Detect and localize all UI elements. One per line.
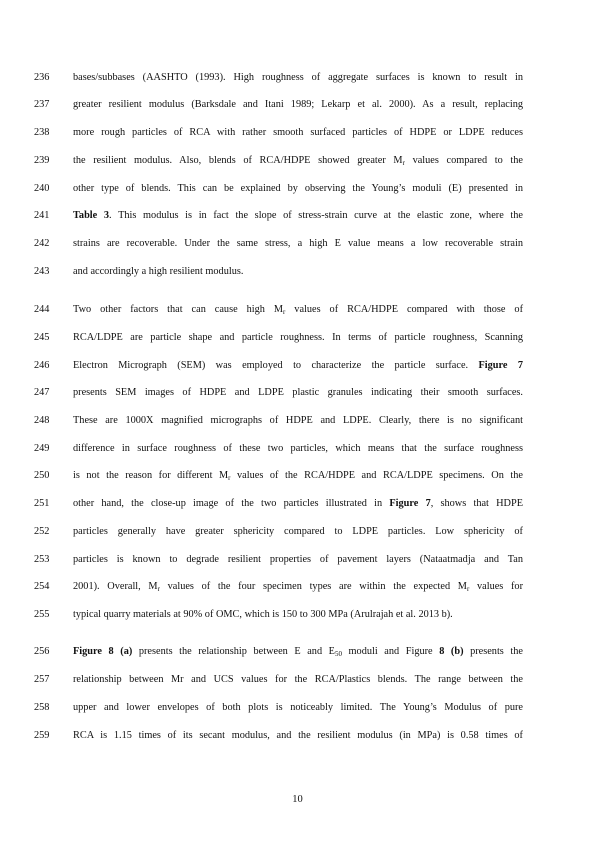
line-number: 248 [34,415,50,426]
figure-reference: Figure 8 (a) [73,646,133,657]
text-line [0,209,595,223]
text-line [0,729,595,743]
line-number: 238 [34,127,50,138]
text-line [0,469,595,483]
line-text: RCA/LDPE are particle shape and particle roughness. In terms of particle roughness, Scanning [73,332,523,343]
line-number: 251 [34,498,50,509]
figure-reference: Figure 7 [389,498,431,509]
line-number: 240 [34,183,50,194]
line-text: RCA is 1.15 times of its secant modulus, and the resilient modulus (in MPa) is 0.58 times of [73,730,523,741]
line-number: 253 [34,554,50,565]
text-line [0,154,595,168]
line-text: Table 3. This modulus is in fact the slope of stress-strain curve at the elastic zone, where the [73,210,524,221]
line-text: other hand, the close-up image of the two particles illustrated in Figure 7, shows that HDPE [73,498,524,509]
line-number: 256 [34,646,50,657]
line-number: 254 [34,581,50,592]
figure-reference: Figure 7 [478,360,523,371]
page-number: 10 [292,794,303,805]
text-line [0,386,595,400]
line-number: 257 [34,674,50,685]
line-number: 236 [34,72,50,83]
line-number: 258 [34,702,50,713]
text-line [0,608,595,622]
line-number: 244 [34,304,50,315]
line-number: 255 [34,609,50,620]
line-text: These are 1000X magnified micrographs of HDPE and LDPE. Clearly, there is no significant [73,415,523,426]
text-line [0,673,595,687]
text-line [0,237,595,251]
line-text: strains are recoverable. Under the same stress, a high E value means a low recoverable strain [73,238,523,249]
line-text: presents SEM images of HDPE and LDPE plastic granules indicating their smooth surfaces. [73,387,523,398]
text-line [0,701,595,715]
text-line [0,580,595,594]
line-text: greater resilient modulus (Barksdale and Itani 1989; Lekarp et al. 2000). As a result, replacing [73,99,523,110]
line-number: 250 [34,470,50,481]
line-text: Figure 8 (a) presents the relationship between E and $E_{50}$ moduli and Figure 8 (b) presents the [73,646,523,658]
line-text: difference in surface roughness of these two particles, which means that the surface roughness [73,443,523,454]
text-line [0,182,595,196]
line-number: 239 [34,155,50,166]
text-line [0,525,595,539]
text-line [0,414,595,428]
line-text: bases/subbases (AASHTO (1993). High roughness of aggregate surfaces is known to result in [73,72,523,83]
text-line [0,71,595,85]
text-line [0,553,595,567]
line-number: 243 [34,266,50,277]
line-number: 242 [34,238,50,249]
line-text: typical quarry materials at 90% of OMC, which is 150 to 300 MPa (Arulrajah et al. 2013 b). [73,609,453,620]
line-number: 241 [34,210,50,221]
line-text: upper and lower envelopes of both plots is noticeably limited. The Young’s Modulus of pure [73,702,523,713]
text-line [0,126,595,140]
table-reference: Table 3 [73,210,110,221]
figure-reference: 8 (b) [439,646,464,657]
text-line [0,98,595,112]
line-number: 259 [34,730,50,741]
line-text: particles generally have greater sphericity compared to LDPE particles. Low sphericity of [73,526,523,537]
text-line [0,359,595,373]
line-number: 237 [34,99,50,110]
line-text: relationship between Mr and UCS values for the RCA/Plastics blends. The range between the [73,674,523,685]
text-line [0,303,595,317]
text-line [0,265,595,279]
line-text: the resilient modulus. Also, blends of RCA/HDPE showed greater $M_r$ values compared to the [73,155,523,167]
text-line [0,442,595,456]
line-text: other type of blends. This can be explained by observing the Young’s moduli (E) presented in [73,183,523,194]
line-number: 252 [34,526,50,537]
line-text: is not the reason for different $M_r$ values of the RCA/HDPE and RCA/LDPE specimens. On the [73,470,523,482]
line-number: 249 [34,443,50,454]
line-number: 245 [34,332,50,343]
line-text: and accordingly a high resilient modulus. [73,266,244,277]
text-line [0,497,595,511]
line-number: 246 [34,360,50,371]
line-text: Electron Micrograph (SEM) was employed to characterize the particle surface. Figure 7 [73,360,523,371]
line-number: 247 [34,387,50,398]
line-text: particles is known to degrade resilient properties of pavement layers (Nataatmadja and Tan [73,554,523,565]
line-text: 2001). Overall, $M_r$ values of the four specimen types are within the expected $M_r$ values for [73,581,524,593]
line-text: Two other factors that can cause high $M_r$ values of RCA/HDPE compared with those of [73,304,523,316]
text-line [0,331,595,345]
text-line [0,645,595,659]
line-text: more rough particles of RCA with rather smooth surfaced particles of HDPE or LDPE reduces [73,127,523,138]
